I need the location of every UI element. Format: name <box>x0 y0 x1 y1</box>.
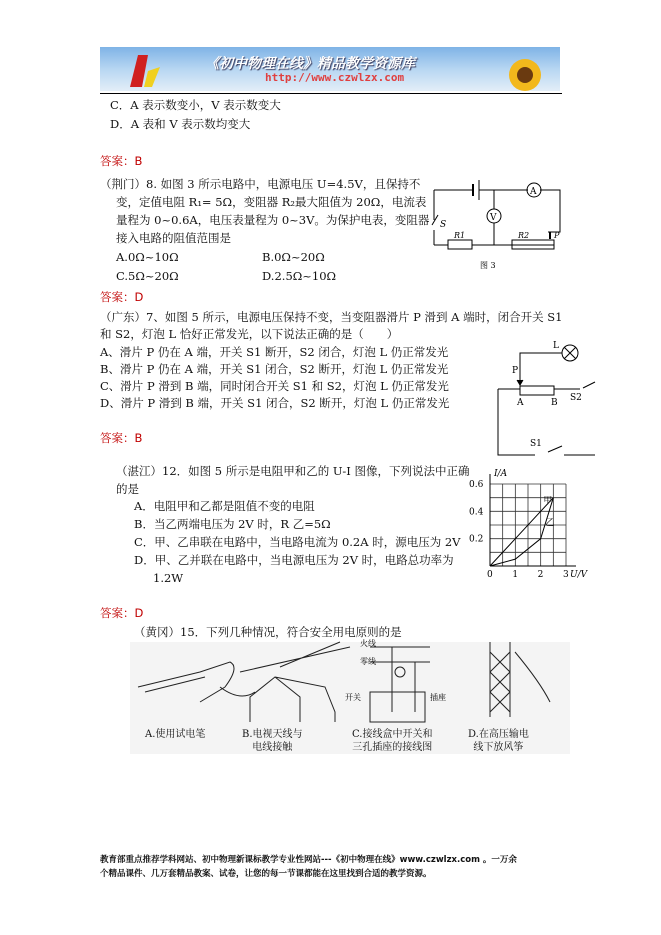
option-d: D.2.5Ω~10Ω <box>262 269 337 283</box>
series-line-jia <box>490 498 553 566</box>
sunflower-icon <box>500 47 550 91</box>
x-axis-label: U/V <box>570 570 588 580</box>
answer: 答案：B <box>100 431 143 445</box>
y-axis-label: I/A <box>494 469 508 479</box>
end-a-label: A <box>517 398 524 408</box>
answer: 答案：D <box>100 606 144 620</box>
option-c: C．A 表示数变小，V 表示数变大 <box>110 98 281 112</box>
footer-line: 个精品课件、几万套精品教案、试卷，让您的每一节课都能在这里找到合适的教学资源。 <box>100 869 432 879</box>
y-tick-label: 0.4 <box>469 507 484 518</box>
answer: 答案：D <box>100 290 144 304</box>
site-banner <box>100 47 560 91</box>
option-d: D．A 表和 V 表示数均变大 <box>110 117 251 131</box>
answer: 答案：B <box>100 154 143 168</box>
footer-line: 教育部重点推荐学科网站、初中物理新课标教学专业性网站---《初中物理在线》www.czwlzx.com 。一万余 <box>100 855 517 865</box>
question-line: （荆门）8. 如图 3 所示电路中，电源电压 U=4.5V，且保持不 <box>100 177 421 191</box>
question-line: 的是 <box>116 482 139 496</box>
caption-d: D.在高压输电 线下放风筝 <box>468 729 529 753</box>
banner-url: http://www.czwlzx.com <box>265 71 405 84</box>
s1-label: S1 <box>530 439 542 449</box>
option-a: A．电阻甲和乙都是阻值不变的电阻 <box>134 499 315 513</box>
option-b: B.0Ω~20Ω <box>262 250 325 264</box>
end-b-label: B <box>551 398 558 408</box>
option-b: B、滑片 P 仍在 A 端，开关 S1 闭合，S2 断开，灯泡 L 仍正常发光 <box>100 362 449 376</box>
option-a: A、滑片 P 仍在 A 端，开关 S1 断开，S2 闭合，灯泡 L 仍正常发光 <box>100 345 449 359</box>
question-line: 量程为 0~0.6A，电压表量程为 0~3V。为保护电表，变阻器 <box>116 213 430 227</box>
option-d-cont: 1.2W <box>153 571 184 585</box>
option-d: D、滑片 P 滑到 B 端，开关 S1 闭合，S2 断开，灯泡 L 仍正常发光 <box>100 396 450 410</box>
question-line: （黄冈）15．下列几种情况，符合安全用电原则的是 <box>134 625 402 639</box>
circuit-figure-3 <box>428 175 568 275</box>
safety-illustrations <box>130 639 570 754</box>
s2-label: S2 <box>570 393 582 403</box>
slider-label: P <box>512 366 519 376</box>
ammeter-label: A <box>530 187 537 197</box>
caption-b: B.电视天线与 电线接触 <box>242 729 303 753</box>
question-line: 接入电路的阻值范围是 <box>116 231 231 245</box>
circuit-figure-5 <box>490 340 585 465</box>
socket-label: 插座 <box>430 693 446 702</box>
y-tick-label: 0.2 <box>469 534 484 545</box>
option-a: A.0Ω~10Ω <box>116 250 179 264</box>
x-tick-label: 3 <box>563 570 569 580</box>
slider-label: P <box>554 231 560 240</box>
option-c: C．甲、乙串联在电路中，当电路电流为 0.2A 时，源电压为 2V <box>134 535 461 549</box>
x-tick-label: 1 <box>512 570 519 580</box>
question-line: 和 S2，灯泡 L 恰好正常发光，以下说法正确的是（ ） <box>100 327 399 341</box>
figure-caption: 图 3 <box>480 261 496 270</box>
option-c: C、滑片 P 滑到 B 端，同时闭合开关 S1 和 S2，灯泡 L 仍正常发光 <box>100 379 449 393</box>
r2-label: R2 <box>518 231 530 240</box>
live-wire-label: 火线 <box>360 639 376 648</box>
question-line: （湛江）12．如图 5 所示是电阻甲和乙的 U-I 图像，下列说法中正确 <box>116 464 470 478</box>
question-line: （广东）7、如图 5 所示，电源电压保持不变，当变阻器滑片 P 滑到 A 端时，闭合开关 S1 <box>100 310 563 324</box>
neutral-wire-label: 零线 <box>360 657 376 666</box>
r1-label: R1 <box>454 231 466 240</box>
y-tick-label: 0.6 <box>469 480 484 490</box>
switch-label: S <box>440 220 447 230</box>
x-tick-label: 2 <box>537 570 544 580</box>
x-tick-label: 0 <box>487 570 493 580</box>
logo-icon <box>120 47 180 91</box>
banner-title: 《初中物理在线》精品教学资源库 <box>205 56 415 72</box>
series-label: 甲 <box>543 496 553 507</box>
voltmeter-label: V <box>490 213 497 223</box>
question-line: 变，定值电阻 R₁= 5Ω，变阻器 R₂最大阻值为 20Ω，电流表 <box>116 195 427 209</box>
series-label: 乙 <box>545 518 555 529</box>
caption-a: A.使用试电笔 <box>145 729 206 740</box>
ui-graph <box>468 468 588 580</box>
lamp-label: L <box>553 341 559 351</box>
option-b: B．当乙两端电压为 2V 时，R 乙=5Ω <box>134 517 331 531</box>
option-c: C.5Ω~20Ω <box>116 269 179 283</box>
header-rule <box>100 93 562 94</box>
caption-c: C.接线盒中开关和 三孔插座的接线图 <box>352 729 433 753</box>
option-d: D．甲、乙并联在电路中，当电源电压为 2V 时，电路总功率为 <box>134 553 454 567</box>
switch-label: 开关 <box>345 693 361 702</box>
